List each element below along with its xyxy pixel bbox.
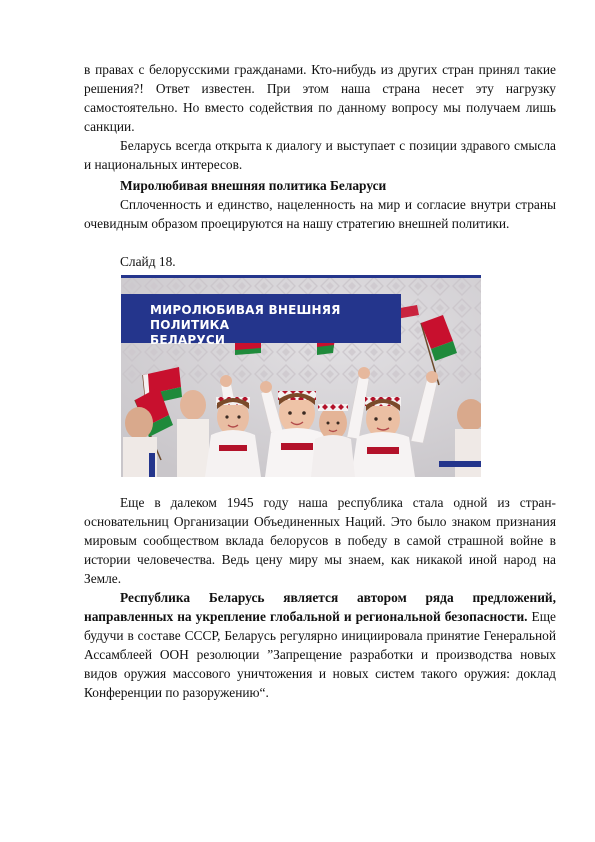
paragraph-3: Сплоченность и единство, нацеленность на мир и согласие внутри страны очевидным образом проецируются на нашу стратегию внешней политики. [84,197,556,231]
slide-title-line-2: БЕЛАРУСИ [150,333,226,347]
paragraph-1: в правах с белорусскими гражданами. Кто-нибудь из других стран принял такие решения?! Ответ известен. При этом наша страна несет эту нагрузку самостоятельно. Но вместо содействия по данному вопросу мы получаем лишь санкции. [84,62,556,134]
paragraph-4: Еще в далеком 1945 году наша республика стала одной из стран-основательниц Организации Объединенных Наций. Это было знаком признания мировым сообществом вклада белорусов в победу в самой страшной войне в истории человечества. Ведь цену миру мы знаем, как никакой иной народ на Земле. [84,495,556,586]
slide-title-line-1: МИРОЛЮБИВАЯ ВНЕШНЯЯ ПОЛИТИКА [150,303,341,332]
paragraph-5-rest: Еще будучи в составе СССР, Беларусь регулярно инициировала принятие Генеральной Ассамблеей ООН резолюции ”Запрещение разработки и производства новых видов оружия массового уничтожения и новых систем такого оружия: доклад Конференции по разоружению“. [84,609,556,700]
slide-title-banner [121,294,401,347]
slide-image [121,275,481,477]
section-heading: Миролюбивая внешняя политика Беларуси [120,178,387,193]
document-page [84,60,556,702]
paragraph-5 [84,588,556,702]
paragraph-2: Беларусь всегда открыта к диалогу и выступает с позиции здравого смысла и национальных интересов. [84,138,556,172]
slide-label: Слайд 18. [120,254,176,269]
paragraph-5-bold: Республика Беларусь является автором ряда предложений, направленных на укрепление глобальной и региональной безопасности. [84,590,556,624]
